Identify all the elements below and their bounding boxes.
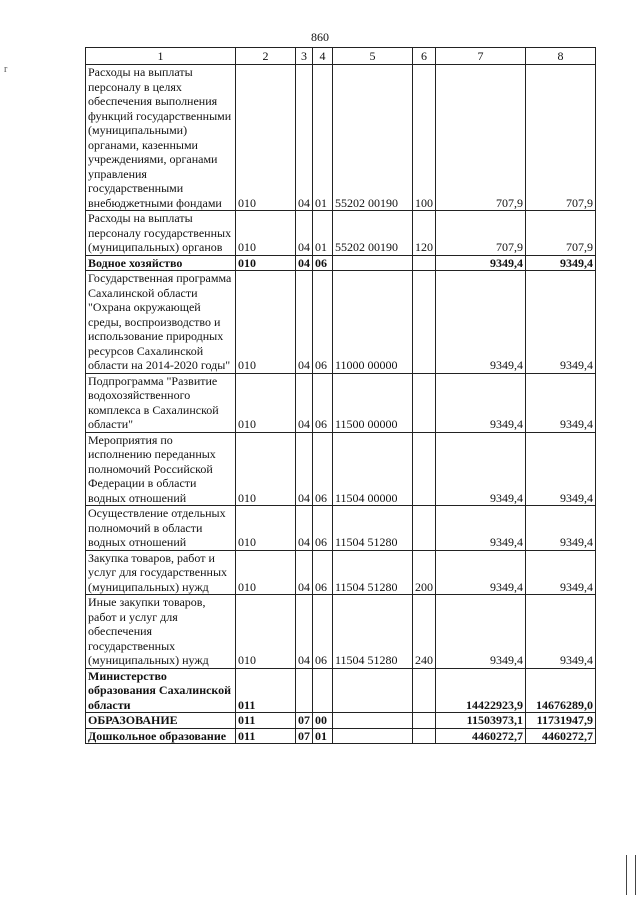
row-subsection-cell: 06 [313, 432, 333, 506]
table-row [86, 211, 596, 256]
row-subsection-cell: 01 [313, 65, 333, 211]
row-ministry-cell: 010 [236, 211, 296, 256]
row-target-cell: 11000 00000 [333, 271, 413, 374]
row-section-cell: 04 [296, 550, 313, 595]
row-section-cell: 04 [296, 595, 313, 669]
row-subsection-cell: 06 [313, 595, 333, 669]
row-year2-cell: 4460272,7 [526, 728, 596, 744]
col-header-ministry: 2 [236, 48, 296, 65]
row-name-cell: Расходы на выплаты персоналу в целях обеспечения выполнения функций государственными (муниципальными) органами, казенными учреждениями, органами управления государственными внебюджетными фондами [86, 65, 236, 211]
row-year1-cell: 9349,4 [436, 255, 526, 271]
row-name-cell: Подпрограмма "Развитие водохозяйственного комплекса в Сахалинской области" [86, 373, 236, 432]
row-ministry-cell: 010 [236, 506, 296, 551]
row-year1-cell: 9349,4 [436, 550, 526, 595]
row-year2-cell: 9349,4 [526, 506, 596, 551]
table-row [86, 668, 596, 713]
col-header-year1: 7 [436, 48, 526, 65]
margin-mark: r [4, 64, 8, 75]
row-type-cell: 200 [413, 550, 436, 595]
row-year2-cell: 11731947,9 [526, 713, 596, 729]
row-type-cell: 240 [413, 595, 436, 669]
row-name-cell: Государственная программа Сахалинской области "Охрана окружающей среды, воспроизводство и использование природных ресурсов Сахалинской области на 2014-2020 годы" [86, 271, 236, 374]
row-name-cell: Министерство образования Сахалинской области [86, 668, 236, 713]
row-subsection-cell: 06 [313, 550, 333, 595]
row-target-cell [333, 668, 413, 713]
col-header-subsection: 4 [313, 48, 333, 65]
row-name-cell: Дошкольное образование [86, 728, 236, 744]
table-row [86, 550, 596, 595]
row-type-cell [413, 432, 436, 506]
row-ministry-cell: 010 [236, 255, 296, 271]
row-target-cell: 55202 00190 [333, 65, 413, 211]
row-subsection-cell [313, 668, 333, 713]
header-row [86, 48, 596, 65]
row-ministry-cell: 010 [236, 432, 296, 506]
row-year2-cell: 9349,4 [526, 255, 596, 271]
row-year2-cell: 707,9 [526, 211, 596, 256]
row-section-cell: 04 [296, 271, 313, 374]
col-header-name: 1 [86, 48, 236, 65]
row-target-cell: 11504 51280 [333, 595, 413, 669]
row-section-cell [296, 668, 313, 713]
row-type-cell [413, 255, 436, 271]
table-row [86, 595, 596, 669]
row-name-cell: Осуществление отдельных полномочий в области водных отношений [86, 506, 236, 551]
table-row [86, 506, 596, 551]
row-ministry-cell: 010 [236, 373, 296, 432]
row-target-cell: 11500 00000 [333, 373, 413, 432]
row-subsection-cell: 00 [313, 713, 333, 729]
table-row [86, 65, 596, 211]
row-section-cell: 04 [296, 506, 313, 551]
row-subsection-cell: 06 [313, 271, 333, 374]
row-year1-cell: 4460272,7 [436, 728, 526, 744]
row-section-cell: 07 [296, 728, 313, 744]
row-ministry-cell: 010 [236, 595, 296, 669]
row-type-cell [413, 506, 436, 551]
row-name-cell: Расходы на выплаты персоналу государственных (муниципальных) органов [86, 211, 236, 256]
row-year2-cell: 9349,4 [526, 550, 596, 595]
row-year2-cell: 14676289,0 [526, 668, 596, 713]
row-section-cell: 07 [296, 713, 313, 729]
row-target-cell: 11504 00000 [333, 432, 413, 506]
row-type-cell: 120 [413, 211, 436, 256]
row-subsection-cell: 06 [313, 255, 333, 271]
page-number: 860 [311, 30, 329, 44]
row-year1-cell: 9349,4 [436, 432, 526, 506]
row-target-cell [333, 255, 413, 271]
row-section-cell: 04 [296, 432, 313, 506]
row-target-cell [333, 728, 413, 744]
col-header-type: 6 [413, 48, 436, 65]
row-year1-cell: 707,9 [436, 211, 526, 256]
row-type-cell [413, 668, 436, 713]
row-name-cell: Иные закупки товаров, работ и услуг для обеспечения государственных (муниципальных) нужд [86, 595, 236, 669]
table-row [86, 432, 596, 506]
row-ministry-cell: 010 [236, 65, 296, 211]
table-row [86, 373, 596, 432]
row-type-cell [413, 373, 436, 432]
row-target-cell [333, 713, 413, 729]
row-year1-cell: 9349,4 [436, 271, 526, 374]
row-year1-cell: 14422923,9 [436, 668, 526, 713]
row-type-cell [413, 713, 436, 729]
budget-table [85, 47, 596, 744]
row-type-cell: 100 [413, 65, 436, 211]
row-type-cell [413, 271, 436, 374]
row-section-cell: 04 [296, 65, 313, 211]
table-row [86, 728, 596, 744]
page-edge-mark [626, 855, 636, 895]
table-row [86, 713, 596, 729]
row-subsection-cell: 06 [313, 506, 333, 551]
row-year1-cell: 11503973,1 [436, 713, 526, 729]
row-ministry-cell: 011 [236, 728, 296, 744]
row-name-cell: ОБРАЗОВАНИЕ [86, 713, 236, 729]
row-year1-cell: 9349,4 [436, 506, 526, 551]
row-ministry-cell: 010 [236, 550, 296, 595]
row-year2-cell: 707,9 [526, 65, 596, 211]
row-subsection-cell: 01 [313, 211, 333, 256]
row-year1-cell: 707,9 [436, 65, 526, 211]
row-target-cell: 55202 00190 [333, 211, 413, 256]
row-ministry-cell: 010 [236, 271, 296, 374]
row-target-cell: 11504 51280 [333, 506, 413, 551]
row-section-cell: 04 [296, 373, 313, 432]
col-header-year2: 8 [526, 48, 596, 65]
row-name-cell: Мероприятия по исполнению переданных полномочий Российской Федерации в области водных отношений [86, 432, 236, 506]
row-name-cell: Закупка товаров, работ и услуг для государственных (муниципальных) нужд [86, 550, 236, 595]
row-year1-cell: 9349,4 [436, 595, 526, 669]
row-year2-cell: 9349,4 [526, 432, 596, 506]
row-subsection-cell: 06 [313, 373, 333, 432]
row-ministry-cell: 011 [236, 713, 296, 729]
col-header-target: 5 [333, 48, 413, 65]
row-section-cell: 04 [296, 211, 313, 256]
row-year2-cell: 9349,4 [526, 271, 596, 374]
row-year2-cell: 9349,4 [526, 373, 596, 432]
row-subsection-cell: 01 [313, 728, 333, 744]
row-ministry-cell: 011 [236, 668, 296, 713]
table-row [86, 271, 596, 374]
row-year2-cell: 9349,4 [526, 595, 596, 669]
row-section-cell: 04 [296, 255, 313, 271]
row-name-cell: Водное хозяйство [86, 255, 236, 271]
row-year1-cell: 9349,4 [436, 373, 526, 432]
row-target-cell: 11504 51280 [333, 550, 413, 595]
table-row [86, 255, 596, 271]
row-type-cell [413, 728, 436, 744]
col-header-section: 3 [296, 48, 313, 65]
